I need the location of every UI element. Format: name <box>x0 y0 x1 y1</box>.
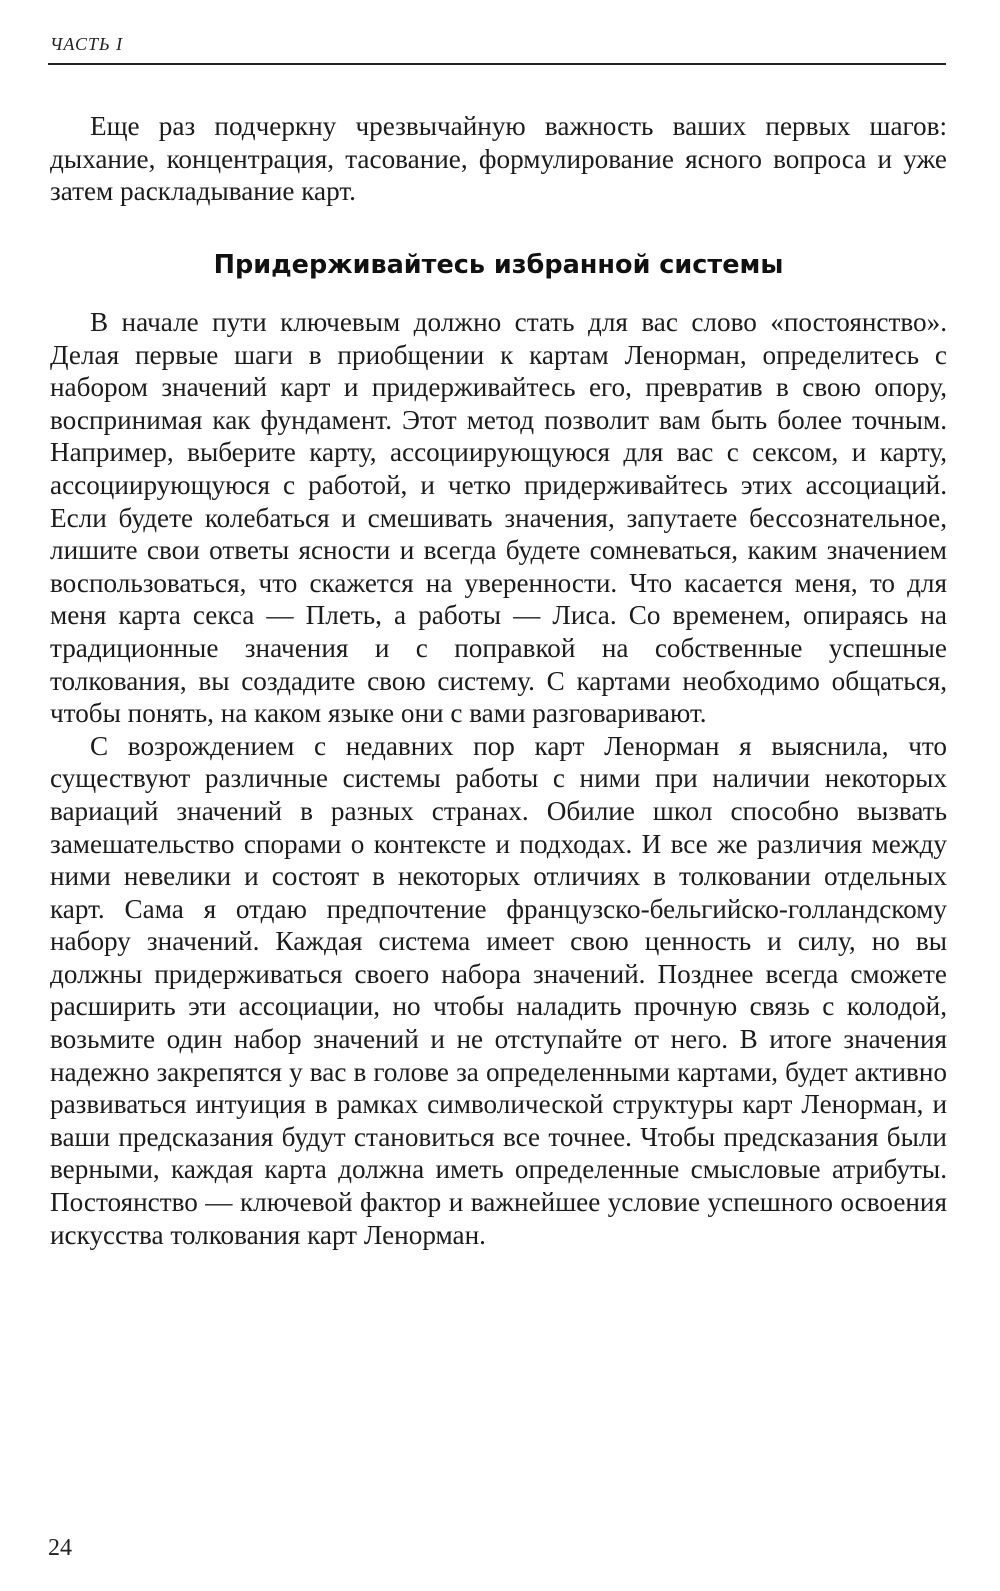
intro-paragraph: Еще раз подчеркну чрезвычайную важность ваших первых шагов: дыхание, концентрация, тасование, формулирование ясного вопроса и уже затем раскладывание карт. <box>50 111 947 207</box>
page-number: 24 <box>48 1535 72 1561</box>
header-divider <box>48 63 946 65</box>
intro-block <box>50 110 947 208</box>
body-paragraph: С возрождением с недавних пор карт Ленорман я выяснила, что существуют различные системы работы с ними при наличии некоторых вариаций значений в разных странах. Обилие школ способно вызвать замешательство спорами о контексте и подходах. И все же различия между ними невелики и состоят в некоторых отличиях в толковании отдельных карт. Сама я отдаю предпочтение французско-бельгийско-голландскому набору значений. Каждая система имеет свою ценность и силу, но вы должны придерживаться своего набора значений. Позднее всегда сможете расширить эти ассоциации, но чтобы наладить прочную связь с колодой, возьмите один набор значений и не отступайте от него. В итоге значения надежно закрепятся у вас в голове за определенными картами, будет активно развиваться интуиция в рамках символической структуры карт Ленорман, и ваши предсказания будут становиться все точнее. Чтобы предсказания были верными, каждая карта должна иметь определенные смысловые атрибуты. Постоянство — ключевой фактор и важнейшее условие успешного освоения искусства толкования карт Ленорман. <box>50 730 947 1250</box>
running-head: ЧАСТЬ I <box>50 34 124 54</box>
section-body <box>50 306 947 1251</box>
section-heading: Придерживайтесь избранной системы <box>213 250 784 280</box>
body-paragraph: В начале пути ключевым должно стать для вас слово «постоянство». Делая первые шаги в приобщении к картам Ленорман, определитесь с набором значений карт и придерживайтесь его, превратив в свою опору, воспринимая как фундамент. Этот метод позволит вам быть более точным. Например, выберите карту, ассоциирующуюся для вас с сексом, и карту, ассоциирующуюся с работой, и четко придерживайтесь этих ассоциаций. Если будете колебаться и смешивать значения, запутаете бессознательное, лишите свои ответы ясности и всегда будете сомневаться, каким значением воспользоваться, что скажется на уверенности. Что касается меня, то для меня карта секса — Плеть, а работы — Лиса. Со временем, опираясь на традиционные значения и с поправкой на собственные успешные толкования, вы создадите свою систему. С картами необходимо общаться, чтобы понять, на каком языке они с вами разговаривают. <box>50 307 947 729</box>
